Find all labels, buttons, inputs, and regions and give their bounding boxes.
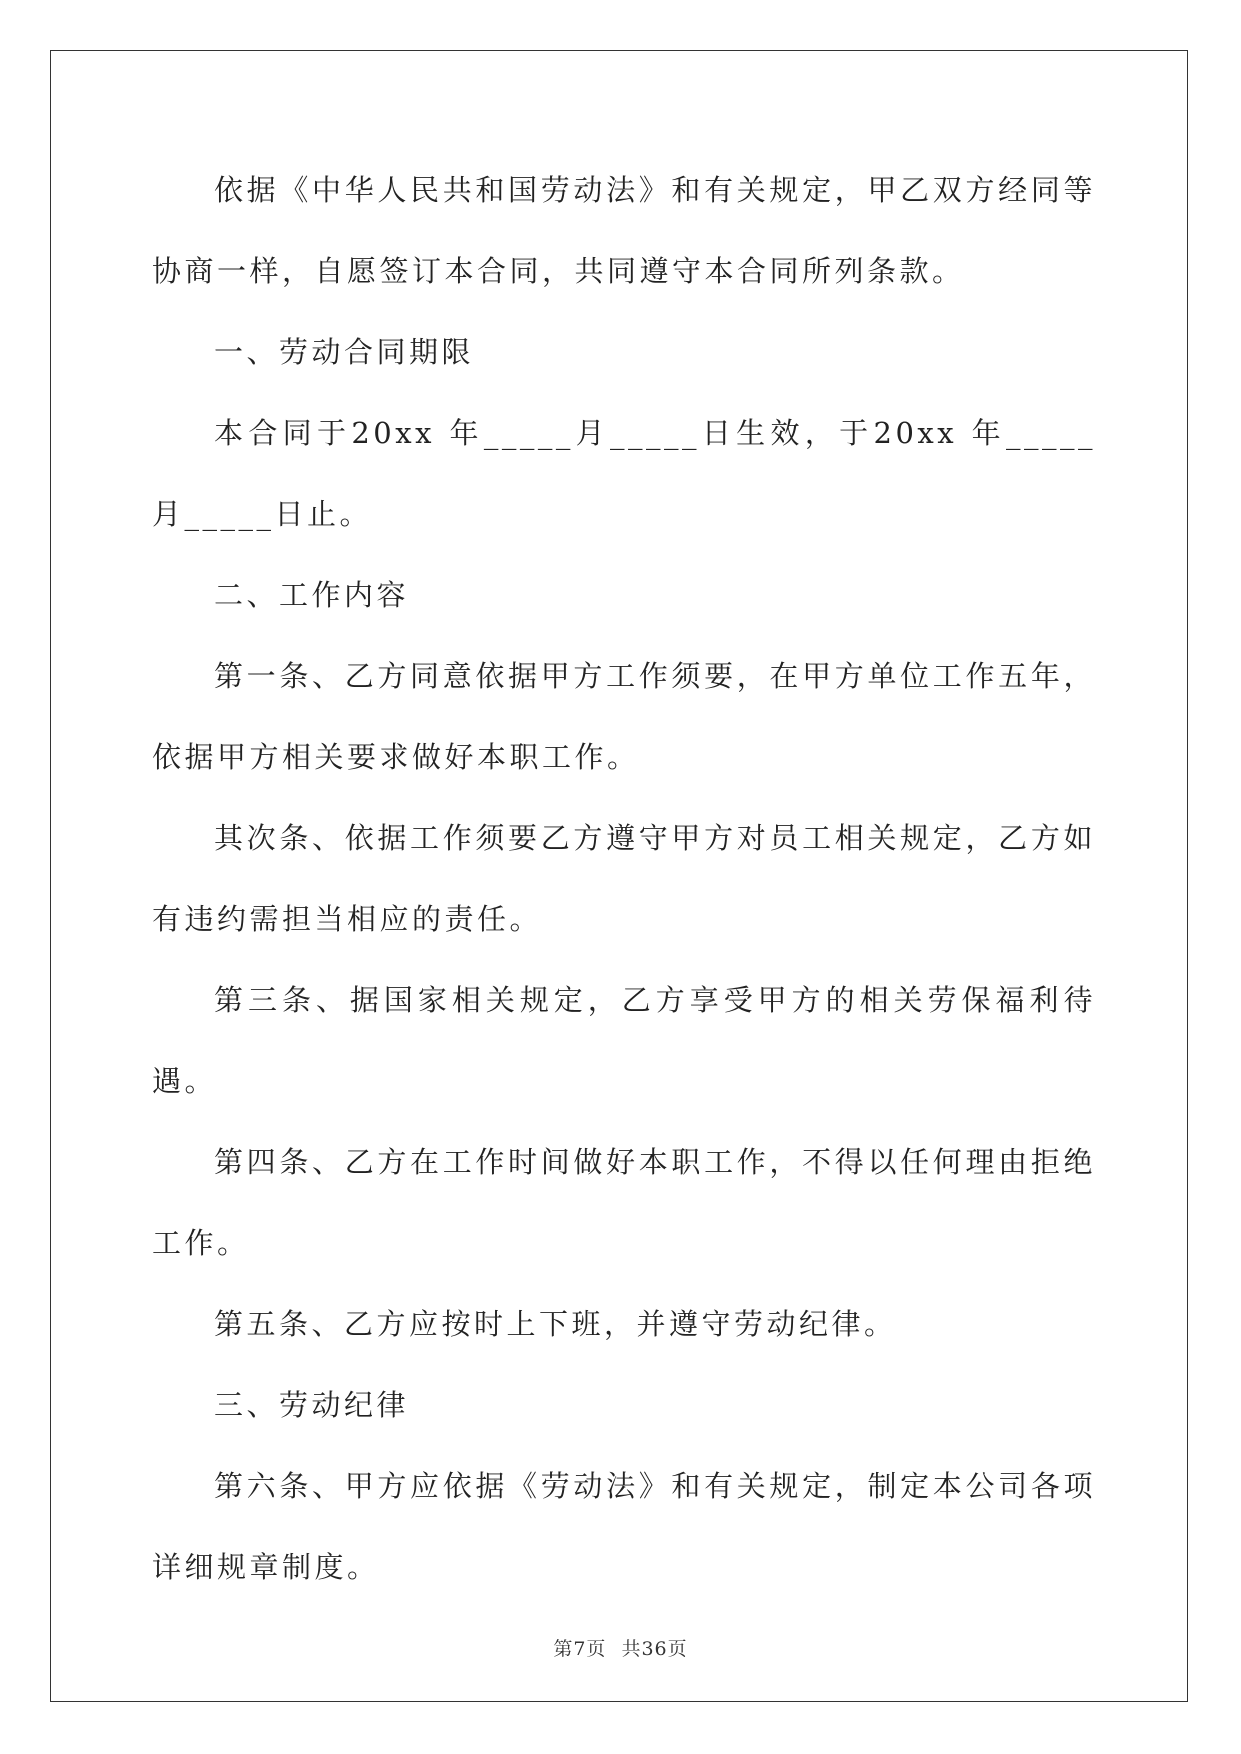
clause-5: 第五条、乙方应按时上下班，并遵守劳动纪律。 bbox=[214, 1307, 897, 1341]
clause-4: 第四条、乙方在工作时间做好本职工作，不得以任何理由拒绝工作。 bbox=[152, 1145, 1096, 1260]
page-number: 第7页 bbox=[553, 1638, 607, 1660]
clause-2: 其次条、依据工作须要乙方遵守甲方对员工相关规定，乙方如有违约需担当相应的责任。 bbox=[152, 821, 1096, 936]
page-footer bbox=[0, 1634, 1241, 1661]
clause-1: 第一条、乙方同意依据甲方工作须要，在甲方单位工作五年，依据甲方相关要求做好本职工作。 bbox=[152, 659, 1096, 774]
heading-work-content: 二、工作内容 bbox=[214, 578, 410, 612]
paragraph-intro: 依据《中华人民共和国劳动法》和有关规定，甲乙双方经同等协商一样，自愿签订本合同，共同遵守本合同所列条款。 bbox=[152, 173, 1096, 288]
clause-6: 第六条、甲方应依据《劳动法》和有关规定，制定本公司各项详细规章制度。 bbox=[152, 1469, 1096, 1584]
page-total: 共36页 bbox=[621, 1638, 688, 1660]
heading-labor-discipline: 三、劳动纪律 bbox=[214, 1388, 410, 1422]
document-body bbox=[152, 150, 1096, 1608]
clause-3: 第三条、据国家相关规定，乙方享受甲方的相关劳保福利待遇。 bbox=[152, 983, 1096, 1098]
paragraph-contract-dates: 本合同于20xx 年_____月_____日生效，于20xx 年_____月_____日止。 bbox=[152, 416, 1096, 531]
heading-contract-term: 一、劳动合同期限 bbox=[214, 335, 475, 369]
